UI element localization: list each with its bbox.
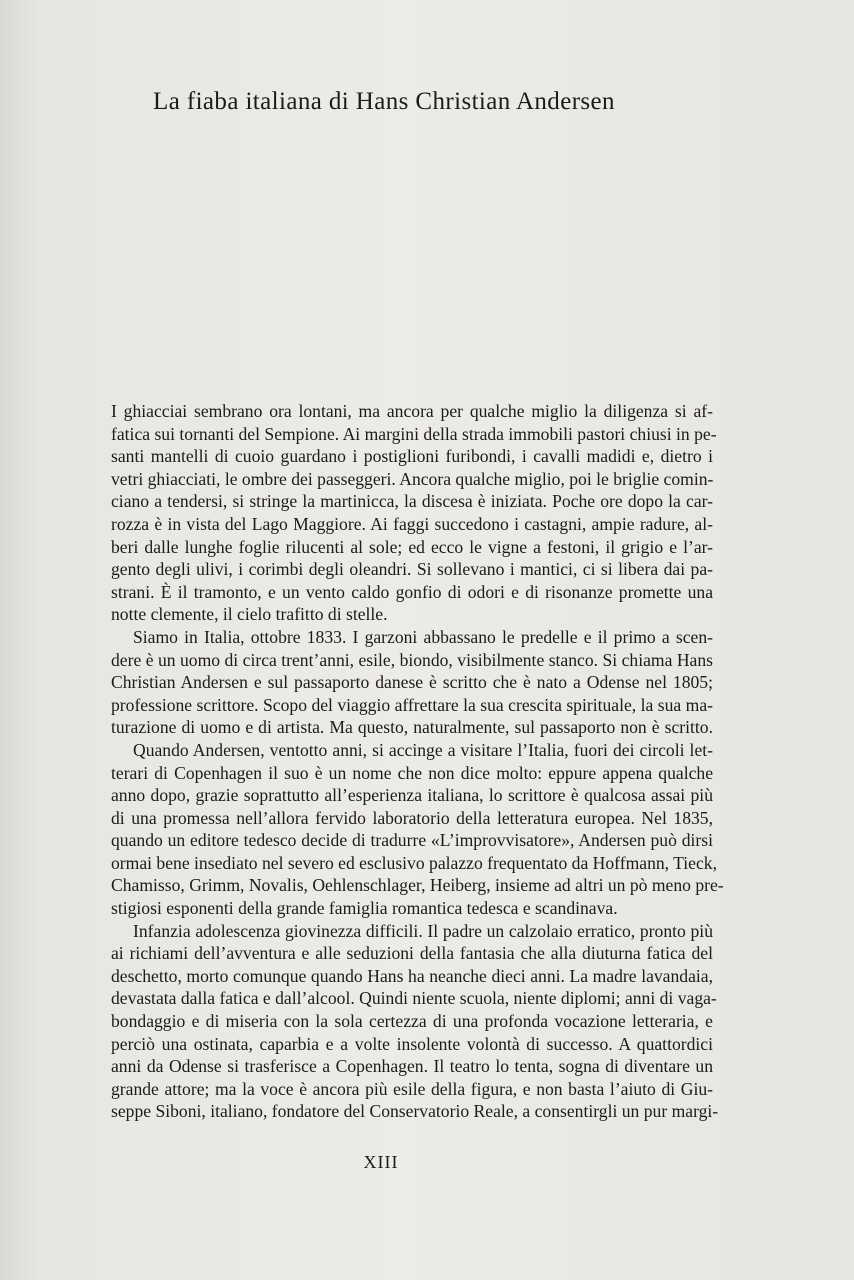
text-line: bondaggio e di miseria con la sola certezza di una profonda vocazione letteraria, e <box>111 1011 713 1032</box>
text-line: dere è un uomo di circa trent’anni, esile, biondo, visibilmente stanco. Si chiama Hans <box>111 649 713 670</box>
text-line: seppe Siboni, italiano, fondatore del Conservatorio Reale, a consentirgli un pur margi- <box>111 1101 719 1122</box>
text-line: terari di Copenhagen il suo è un nome che non dice molto: eppure appena qualche <box>111 762 713 783</box>
body-text <box>111 400 724 1123</box>
text-line: di una promessa nell’allora fervido laboratorio della letteratura europea. Nel 1835, <box>111 807 713 828</box>
paragraph <box>111 626 713 739</box>
paragraph <box>111 400 717 626</box>
text-line: Quando Andersen, ventotto anni, si accinge a visitare l’Italia, fuori dei circoli let- <box>133 739 713 760</box>
text-line: rozza è in vista del Lago Maggiore. Ai faggi succedono i castagni, ampie radure, al- <box>111 513 713 534</box>
text-line: ormai bene insediato nel severo ed esclusivo palazzo frequentato da Hoffmann, Tieck, <box>111 852 717 873</box>
text-line: quando un editore tedesco decide di tradurre «L’improvvisatore», Andersen può dirsi <box>111 830 713 851</box>
text-line: gento degli ulivi, i corimbi degli oleandri. Si sollevano i mantici, ci si libera dai pa- <box>111 559 713 580</box>
text-line: I ghiacciai sembrano ora lontani, ma ancora per qualche miglio la diligenza si af- <box>111 401 713 421</box>
text-line: ciano a tendersi, si stringe la martinicca, la discesa è iniziata. Poche ore dopo la car- <box>111 491 713 512</box>
text-line: beri dalle lunghe foglie rilucenti al sole; ed ecco le vigne a festoni, il grigio e l’ar- <box>111 536 713 557</box>
text-line: vetri ghiacciati, le ombre dei passeggeri. Ancora qualche miglio, poi le briglie comin- <box>111 468 714 489</box>
text-line: devastata dalla fatica e dall’alcool. Quindi niente scuola, niente diplomi; anni di vaga- <box>111 988 717 1009</box>
text-line: notte clemente, il cielo trafitto di stelle. <box>111 604 388 625</box>
text-line: fatica sui tornanti del Sempione. Ai margini della strada immobili pastori chiusi in pe- <box>111 423 717 444</box>
text-line: professione scrittore. Scopo del viaggio affrettare la sua crescita spirituale, la sua ma- <box>111 694 713 715</box>
page-number: XIII <box>363 1152 399 1172</box>
chapter-title: La fiaba italiana di Hans Christian Andersen <box>153 88 615 115</box>
text-line: grande attore; ma la voce è ancora più esile della figura, e non basta l’aiuto di Giu- <box>111 1078 713 1099</box>
text-line: Infanzia adolescenza giovinezza difficili. Il padre un calzolaio erratico, pronto più <box>133 920 713 941</box>
text-line: perciò una ostinata, caparbia e a volte insolente volontà di successo. A quattordici <box>111 1033 713 1054</box>
text-line: ai richiami dell’avventura e alle seduzioni della fantasia che alla diuturna fatica del <box>111 943 713 964</box>
text-line: anno dopo, grazie soprattutto all’esperienza italiana, lo scrittore è qualcosa assai più <box>111 785 713 806</box>
text-line: turazione di uomo e di artista. Ma questo, naturalmente, sul passaporto non è scritto. <box>111 717 713 738</box>
paragraph <box>111 920 719 1123</box>
text-line: stigiosi esponenti della grande famiglia romantica tedesca e scandinava. <box>111 898 618 919</box>
text-line: Chamisso, Grimm, Novalis, Oehlenschlager, Heiberg, insieme ad altri un pò meno pre- <box>111 875 724 896</box>
paragraph <box>111 739 724 920</box>
text-line: anni da Odense si trasferisce a Copenhagen. Il teatro lo tenta, sogna di diventare un <box>111 1056 713 1077</box>
text-line: santi mantelli di cuoio guardano i postiglioni furibondi, i cavalli madidi e, dietro i <box>111 446 713 467</box>
text-line: deschetto, morto comunque quando Hans ha neanche dieci anni. La madre lavandaia, <box>111 965 713 986</box>
text-line: Christian Andersen e sul passaporto danese è scritto che è nato a Odense nel 1805; <box>111 672 713 693</box>
text-line: Siamo in Italia, ottobre 1833. I garzoni abbassano le predelle e il primo a scen- <box>133 626 713 647</box>
text-line: strani. È il tramonto, e un vento caldo gonfio di odori e di risonanze promette una <box>111 581 713 602</box>
